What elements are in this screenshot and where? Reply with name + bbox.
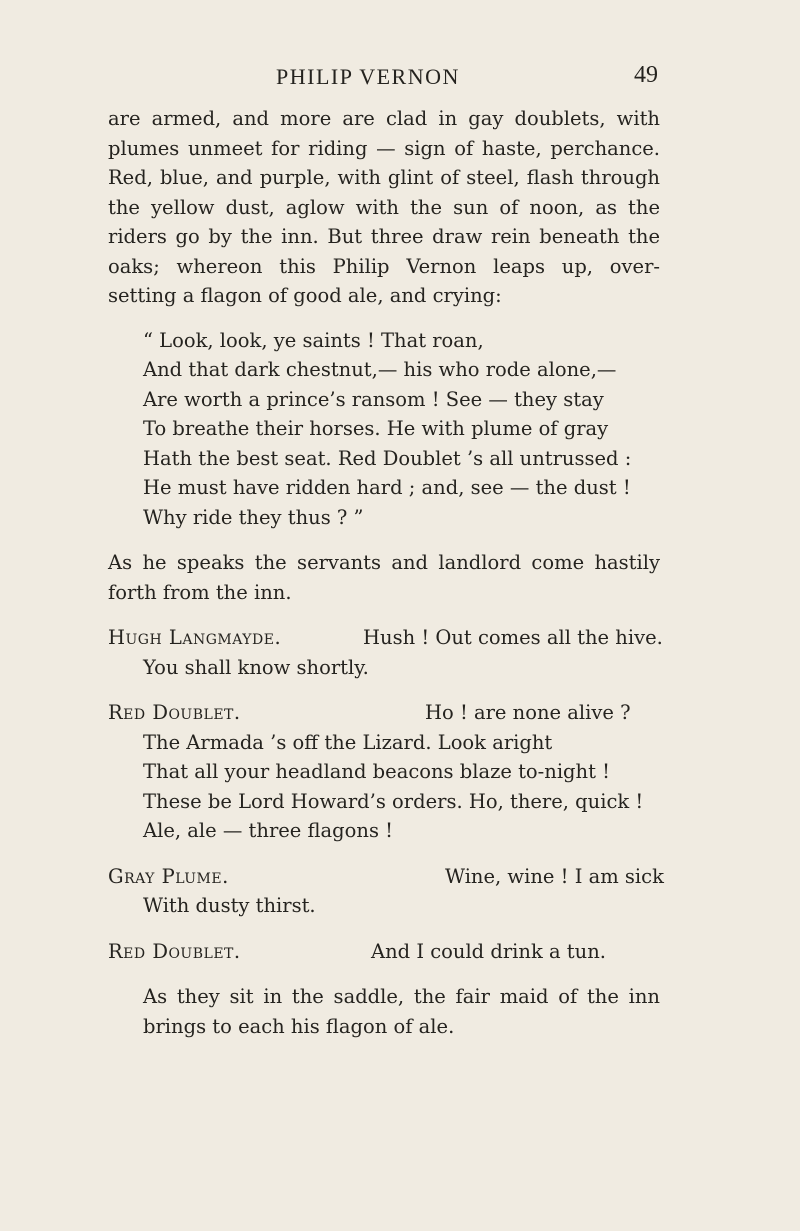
verse-line: Why ride they thus ? ” [143, 505, 364, 529]
speech-line: And I could drink a tun. [371, 939, 606, 963]
page-header [108, 58, 658, 94]
prose-line: plumes unmeet for riding — sign of haste, perchance. [108, 136, 660, 160]
speaker-name: Red Doublet. [108, 701, 241, 724]
verse-line: He must have ridden hard ; and, see — the dust ! [143, 476, 631, 499]
speech-hugh-langmayde [108, 623, 663, 682]
speaker-name: Red Doublet. [108, 939, 241, 963]
speaker-name: Hugh Langmayde. [108, 626, 282, 649]
speech-line: These be Lord Howard’s orders. Ho, there, quick ! [143, 789, 644, 813]
speech-red-doublet [108, 698, 660, 846]
verse-line: Are worth a prince’s ransom ! See — they stay [143, 387, 604, 411]
speech-line: Ale, ale — three flagons ! [143, 819, 394, 842]
verse-line: To breathe their horses. He with plume of gray [143, 417, 609, 440]
speech-line: Ho ! are none alive ? [425, 701, 631, 724]
speech-line: Wine, wine ! I am sick [445, 864, 664, 888]
verse-line: Hath the best seat. Red Doublet ’s all untrussed : [143, 446, 632, 470]
opening-paragraph [108, 104, 660, 311]
speech-red-doublet-second [108, 937, 660, 967]
narration-paragraph [108, 548, 660, 607]
prose-line: As he speaks the servants and landlord come hastily [108, 551, 660, 574]
verse-line: And that dark chestnut,— his who rode alone,— [143, 358, 617, 381]
prose-line: the yellow dust, aglow with the sun of noon, as the [108, 195, 660, 219]
verse-passage [143, 326, 660, 533]
running-title: PHILIP VERNON [276, 64, 460, 89]
prose-line: the oaks; whereon this Philip Vernon leaps up, over- [108, 225, 660, 278]
prose-line: As they sit in the saddle, the fair maid of the inn [143, 985, 660, 1008]
prose-line: setting a flagon of good ale, and crying: [108, 284, 502, 307]
speech-line: With dusty thirst. [143, 894, 316, 917]
verse-line: “ Look, look, ye saints ! That roan, [143, 328, 484, 352]
speech-line: You shall know shortly. [143, 655, 369, 679]
page-number: 49 [634, 62, 658, 88]
prose-line: Red, blue, and purple, with glint of steel, flash through [108, 166, 660, 189]
stage-direction [143, 982, 660, 1041]
prose-line: forth from the inn. [108, 580, 292, 604]
page-body [108, 104, 664, 1041]
prose-line: are armed, and more are clad in gay doublets, with [108, 107, 660, 130]
speaker-name: Gray Plume. [108, 864, 229, 888]
speech-line: Hush ! Out comes all the hive. [363, 626, 663, 649]
speech-line: The Armada ’s off the Lizard. Look aright [143, 730, 553, 754]
speech-gray-plume [108, 862, 664, 921]
prose-line: riders go by the inn. But three draw rein beneath [108, 225, 620, 248]
prose-line: brings to each his flagon of ale. [143, 1014, 455, 1038]
speech-line: That all your headland beacons blaze to-night ! [143, 760, 610, 783]
